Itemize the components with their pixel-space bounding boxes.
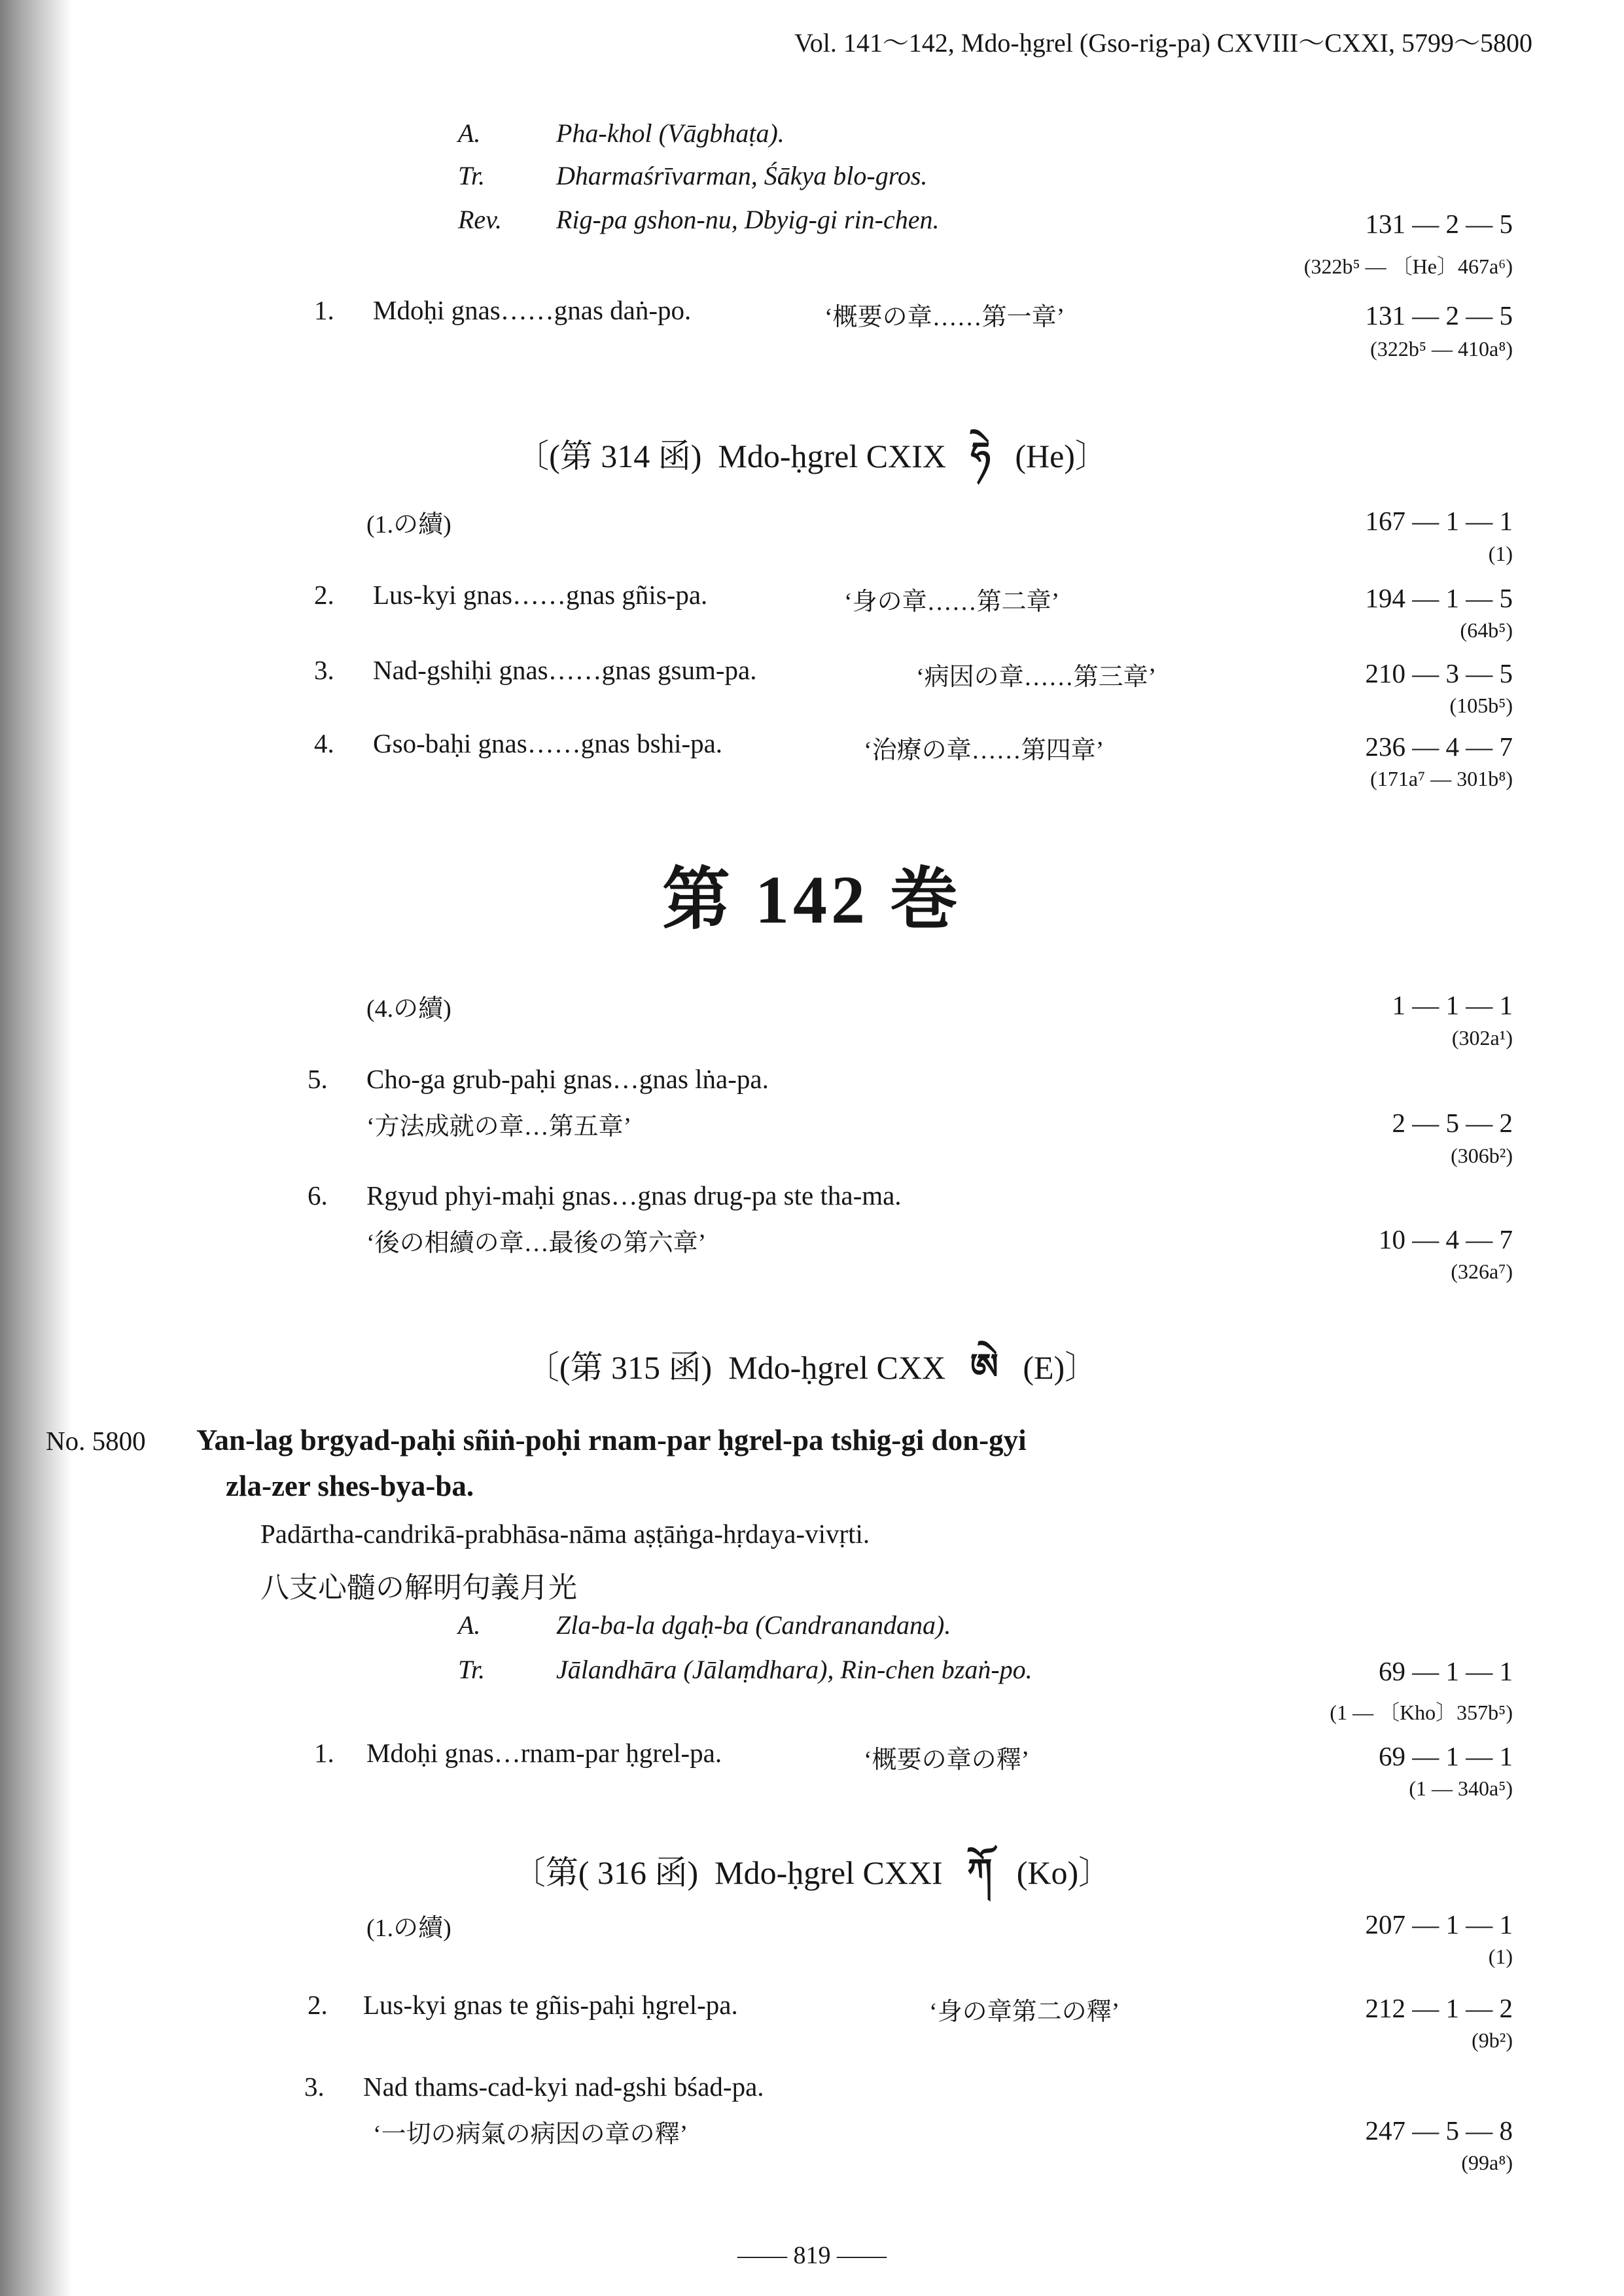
item-japanese: ‘身の章……第二章’ bbox=[844, 588, 1060, 616]
author-line: A. Pha-khol (Vāgbhaṭa). bbox=[458, 118, 785, 148]
item-number: 2. bbox=[314, 580, 334, 610]
reference: 167 — 1 — 1 bbox=[1365, 506, 1513, 536]
translator-line: Tr. Jālandhāra (Jālaṃdhara), Rin-chen bzaṅ-po. bbox=[458, 1655, 1033, 1684]
continuation-note: (1.の續) bbox=[366, 511, 451, 539]
reference-folio: (326a⁷) bbox=[1451, 1260, 1513, 1283]
item-number: 3. bbox=[304, 2072, 325, 2102]
item-title: Nad thams-cad-kyi nad-gshi bśad-pa. bbox=[363, 2072, 764, 2102]
item-japanese: ‘概要の章……第一章’ bbox=[824, 304, 1065, 331]
reference-folio: (1 — 〔Kho〕357b⁵) bbox=[1330, 1701, 1513, 1724]
reference-folio: (322b⁵ — 410a⁸) bbox=[1370, 337, 1513, 361]
reference-folio: (1 — 340a⁵) bbox=[1409, 1776, 1513, 1800]
reference-folio: (302a¹) bbox=[1451, 1026, 1513, 1050]
item-japanese: ‘病因の章……第三章’ bbox=[916, 663, 1157, 691]
item-title: Mdoḥi gnas…rnam-par ḥgrel-pa. bbox=[366, 1738, 722, 1768]
reference: 210 — 3 — 5 bbox=[1365, 658, 1513, 688]
tibetan-letter: ཀོ bbox=[967, 1852, 993, 1892]
section-heading: 〔(第 315 函) Mdo-ḥgrel CXX ཨེ (E)〕 bbox=[526, 1347, 1098, 1386]
reference-folio: (322b⁵ — 〔He〕467a⁶) bbox=[1303, 255, 1513, 278]
reference: 2 — 5 — 2 bbox=[1392, 1108, 1513, 1138]
reference-folio: (171a⁷ — 301b⁸) bbox=[1370, 767, 1513, 790]
japanese-title: 八支心髓の解明句義月光 bbox=[260, 1572, 577, 1604]
reference: 131 — 2 — 5 bbox=[1365, 300, 1513, 330]
reference-folio: (1) bbox=[1488, 542, 1513, 565]
continuation-note: (1.の續) bbox=[366, 1915, 451, 1942]
item-number: 4. bbox=[314, 728, 334, 758]
item-number: 6. bbox=[308, 1180, 328, 1210]
reference-folio: (1) bbox=[1488, 1945, 1513, 1968]
reference: 69 — 1 — 1 bbox=[1379, 1656, 1513, 1686]
item-title: Lus-kyi gnas te gñis-paḥi ḥgrel-pa. bbox=[363, 1990, 738, 2020]
item-number: 1. bbox=[314, 295, 334, 325]
tibetan-letter: ཨེ bbox=[970, 1347, 998, 1386]
reference: 10 — 4 — 7 bbox=[1379, 1224, 1513, 1254]
entry-title-continued: zla-zer shes-bya-ba. bbox=[226, 1470, 474, 1502]
item-title: Rgyud phyi-maḥi gnas…gnas drug-pa ste tha-ma. bbox=[366, 1180, 902, 1210]
section-heading: 〔(第 314 函) Mdo-ḥgrel CXIX ཧེ (He)〕 bbox=[516, 436, 1108, 475]
reference-folio: (306b²) bbox=[1451, 1144, 1513, 1167]
reference: 69 — 1 — 1 bbox=[1379, 1741, 1513, 1771]
entry-title: Yan-lag brgyad-paḥi sñiṅ-poḥi rnam-par ḥgrel-pa tshig-gi don-gyi bbox=[196, 1424, 1027, 1457]
volume-heading: 第 142 巻 bbox=[662, 862, 962, 938]
author-line: A. Zla-ba-la dgaḥ-ba (Candranandana). bbox=[458, 1610, 951, 1640]
reference-folio: (99a⁸) bbox=[1461, 2151, 1513, 2174]
item-title: Mdoḥi gnas……gnas daṅ-po. bbox=[373, 295, 692, 325]
reference-folio: (105b⁵) bbox=[1449, 694, 1513, 717]
item-title: Lus-kyi gnas……gnas gñis-pa. bbox=[373, 580, 708, 610]
item-japanese: ‘一切の病氣の病因の章の釋’ bbox=[373, 2121, 688, 2148]
reference: 236 — 4 — 7 bbox=[1365, 732, 1513, 762]
item-title: Cho-ga grub-paḥi gnas…gnas lṅa-pa. bbox=[366, 1064, 769, 1094]
reviser-line: Rev. Rig-pa gshon-nu, Dbyig-gi rin-chen. bbox=[458, 205, 940, 234]
item-number: 3. bbox=[314, 655, 334, 685]
item-japanese: ‘身の章第二の釋’ bbox=[929, 1998, 1120, 2026]
page-number: —— 819 —— bbox=[737, 2242, 887, 2269]
item-japanese: ‘概要の章の釋’ bbox=[864, 1746, 1030, 1774]
reference: 194 — 1 — 5 bbox=[1365, 583, 1513, 613]
reference: 212 — 1 — 2 bbox=[1365, 1993, 1513, 2023]
section-heading: 〔第( 316 函) Mdo-ḥgrel CXXI ཀོ (Ko)〕 bbox=[512, 1852, 1112, 1892]
running-header: Vol. 141～142, Mdo-ḥgrel (Gso-rig-pa) CXVIII～CXXI, 5799～5800 bbox=[794, 28, 1532, 58]
item-number: 5. bbox=[308, 1064, 328, 1094]
item-number: 2. bbox=[308, 1990, 328, 2020]
sanskrit-title: Padārtha-candrikā-prabhāsa-nāma aṣṭāṅga-hṛdaya-vivṛti. bbox=[260, 1519, 870, 1549]
reference: 1 — 1 — 1 bbox=[1392, 990, 1513, 1020]
reference-folio: (64b⁵) bbox=[1460, 618, 1513, 642]
item-title: Gso-baḥi gnas……gnas bshi-pa. bbox=[373, 728, 723, 758]
reference-folio: (9b²) bbox=[1472, 2028, 1513, 2052]
item-japanese: ‘方法成就の章…第五章’ bbox=[366, 1113, 632, 1140]
tibetan-letter: ཧེ bbox=[970, 436, 991, 475]
translator-line: Tr. Dharmaśrīvarman, Śākya blo-gros. bbox=[458, 161, 928, 190]
item-title: Nad-gshiḥi gnas……gnas gsum-pa. bbox=[373, 655, 757, 685]
scanned-page-edge bbox=[0, 0, 72, 2296]
reference: 207 — 1 — 1 bbox=[1365, 1909, 1513, 1939]
item-japanese: ‘後の相續の章…最後の第六章’ bbox=[366, 1229, 707, 1257]
item-number: 1. bbox=[314, 1738, 334, 1768]
continuation-note: (4.の續) bbox=[366, 995, 451, 1023]
reference: 131 — 2 — 5 bbox=[1365, 209, 1513, 239]
entry-number: No. 5800 bbox=[46, 1426, 146, 1456]
item-japanese: ‘治療の章……第四章’ bbox=[864, 737, 1104, 764]
reference: 247 — 5 — 8 bbox=[1365, 2115, 1513, 2146]
